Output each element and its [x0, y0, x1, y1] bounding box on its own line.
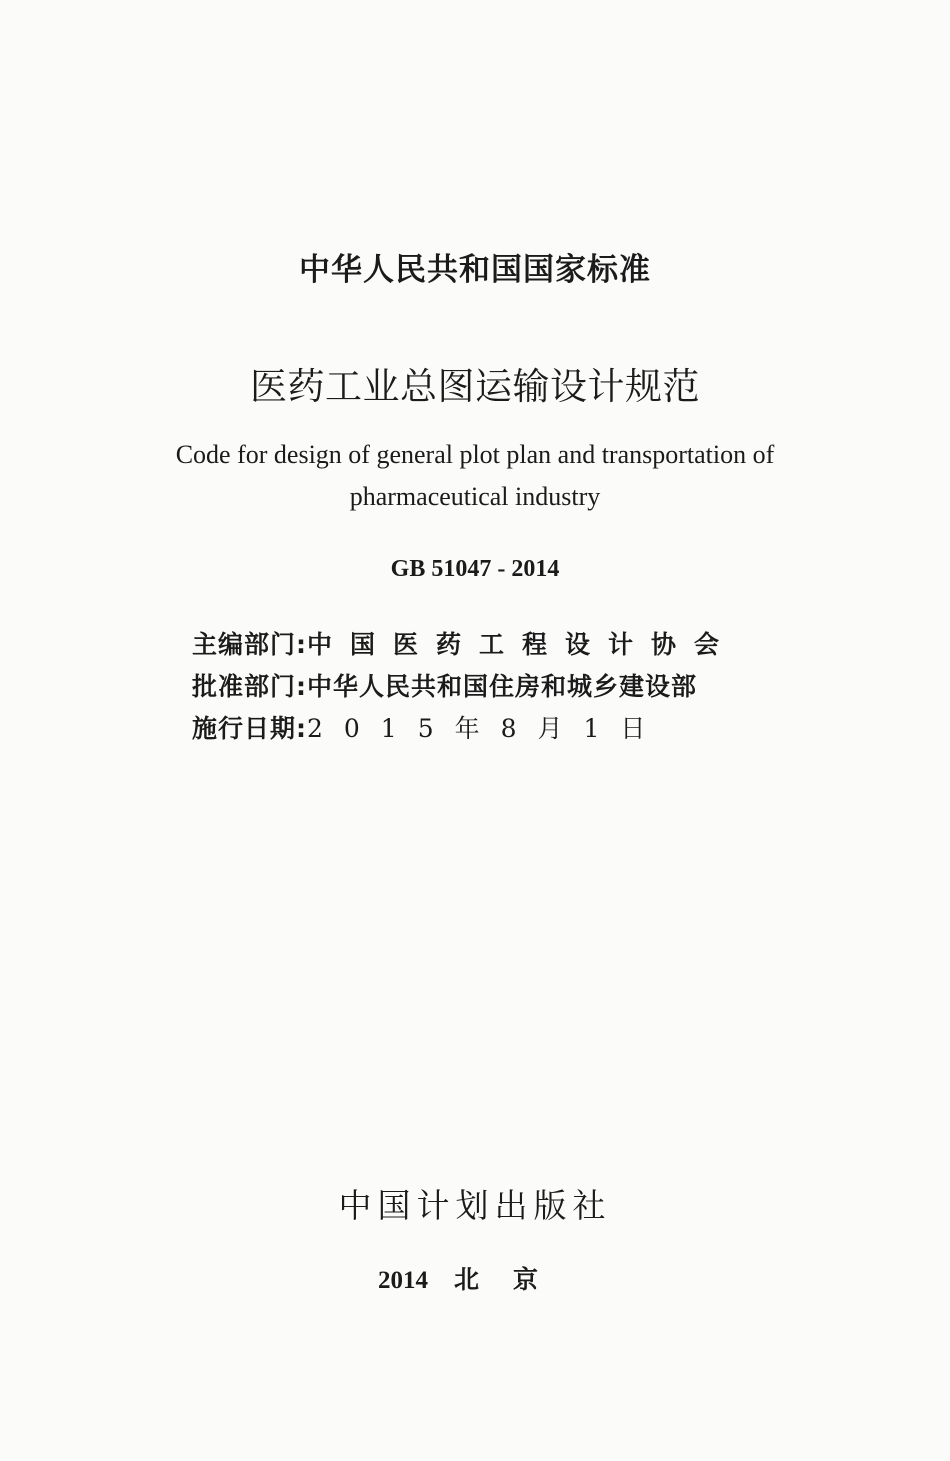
date-value: 2015年8月1日: [307, 714, 667, 743]
imprint-city: 北京: [453, 1265, 572, 1294]
publisher: 中国计划出版社: [338, 1186, 612, 1225]
date-label: 施行日期:: [192, 714, 307, 743]
standard-category: 中华人民共和国国家标准: [299, 252, 651, 288]
editor-value: 中国医药工程设计协会: [307, 630, 738, 659]
editor-row: [192, 622, 752, 664]
approver-row: [192, 664, 752, 706]
imprint-line: [0, 1260, 950, 1296]
date-row: [192, 706, 752, 748]
approver-value: 中华人民共和国住房和城乡建设部: [307, 672, 698, 701]
info-block: [192, 622, 752, 748]
standard-number: GB 51047 - 2014: [390, 556, 560, 582]
title-english-line1: Code for design of general plot plan and transportation of: [175, 440, 775, 469]
title-chinese: 医药工业总图运输设计规范: [250, 365, 700, 408]
imprint-year: 2014: [377, 1267, 428, 1294]
title-english-line2: pharmaceutical industry: [349, 482, 601, 511]
approver-label: 批准部门:: [192, 672, 307, 701]
editor-label: 主编部门:: [192, 630, 307, 659]
